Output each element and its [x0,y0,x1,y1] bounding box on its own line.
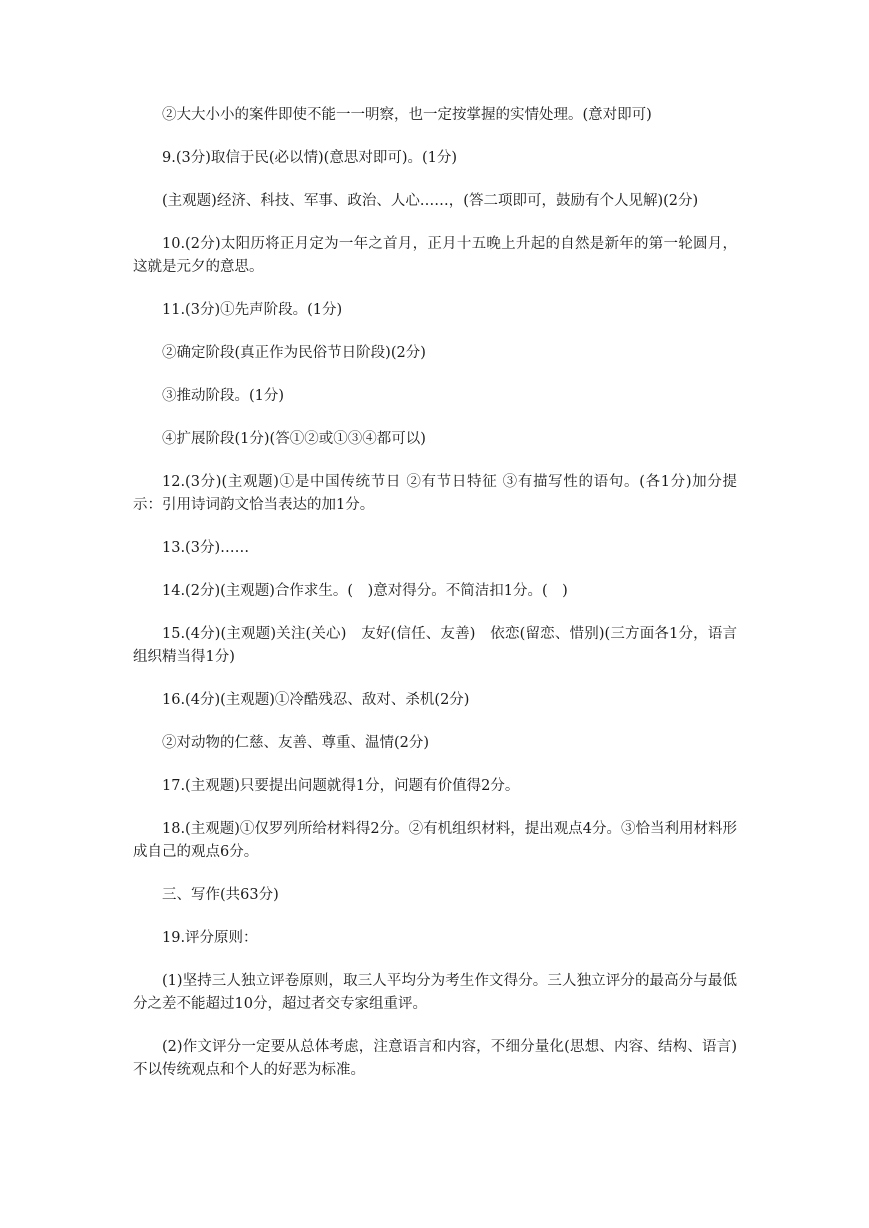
answer-paragraph: 17.(主观题)只要提出问题就得1分，问题有价值得2分。 [162,778,520,794]
answer-paragraph: (1)坚持三人独立评卷原则，取三人平均分为考生作文得分。三人独立评分的最高分与最低分之差不能超过10分，超过者交专家组重评。 [133,973,737,1012]
answer-paragraph: 19.评分原则： [162,930,258,946]
answer-paragraph: 12.(3分)(主观题)①是中国传统节日 ②有节日特征 ③有描写性的语句。(各1分)加分提示：引用诗词韵文恰当表达的加1分。 [133,474,737,513]
answer-paragraph: 16.(4分)(主观题)①冷酷残忍、敌对、杀机(2分) [162,692,470,708]
answer-paragraph: 10.(2分)太阳历将正月定为一年之首月，正月十五晚上升起的自然是新年的第一轮圆月，这就是元夕的意思。 [133,236,737,275]
document-body [133,104,737,1102]
answer-paragraph: ②确定阶段(真正作为民俗节日阶段)(2分) [162,345,426,361]
answer-paragraph: 9.(3分)取信于民(必以情)(意思对即可)。(1分) [162,150,458,166]
answer-paragraph: 11.(3分)①先声阶段。(1分) [162,302,343,318]
answer-paragraph: ③推动阶段。(1分) [162,388,285,404]
answer-paragraph: 13.(3分)…… [162,540,250,556]
answer-paragraph: 14.(2分)(主观题)合作求生。( )意对得分。不简洁扣1分。( ) [162,583,568,599]
answer-paragraph: ④扩展阶段(1分)(答①②或①③④都可以) [162,431,426,447]
answer-paragraph: ②大大小小的案件即使不能一一明察，也一定按掌握的实情处理。(意对即可) [162,107,652,123]
answer-paragraph: 18.(主观题)①仅罗列所给材料得2分。②有机组织材料，提出观点4分。③恰当利用材料形成自己的观点6分。 [133,821,737,860]
answer-paragraph: (主观题)经济、科技、军事、政治、人心……，(答二项即可，鼓励有个人见解)(2分) [162,193,699,209]
section-heading: 三、写作(共63分) [162,887,279,903]
answer-paragraph: (2)作文评分一定要从总体考虑，注意语言和内容，不细分量化(思想、内容、结构、语言)不以传统观点和个人的好恶为标准。 [133,1039,737,1078]
answer-paragraph: 15.(4分)(主观题)关注(关心) 友好(信任、友善) 依恋(留恋、惜别)(三方面各1分，语言组织精当得1分) [133,626,737,665]
answer-paragraph: ②对动物的仁慈、友善、尊重、温情(2分) [162,735,430,751]
